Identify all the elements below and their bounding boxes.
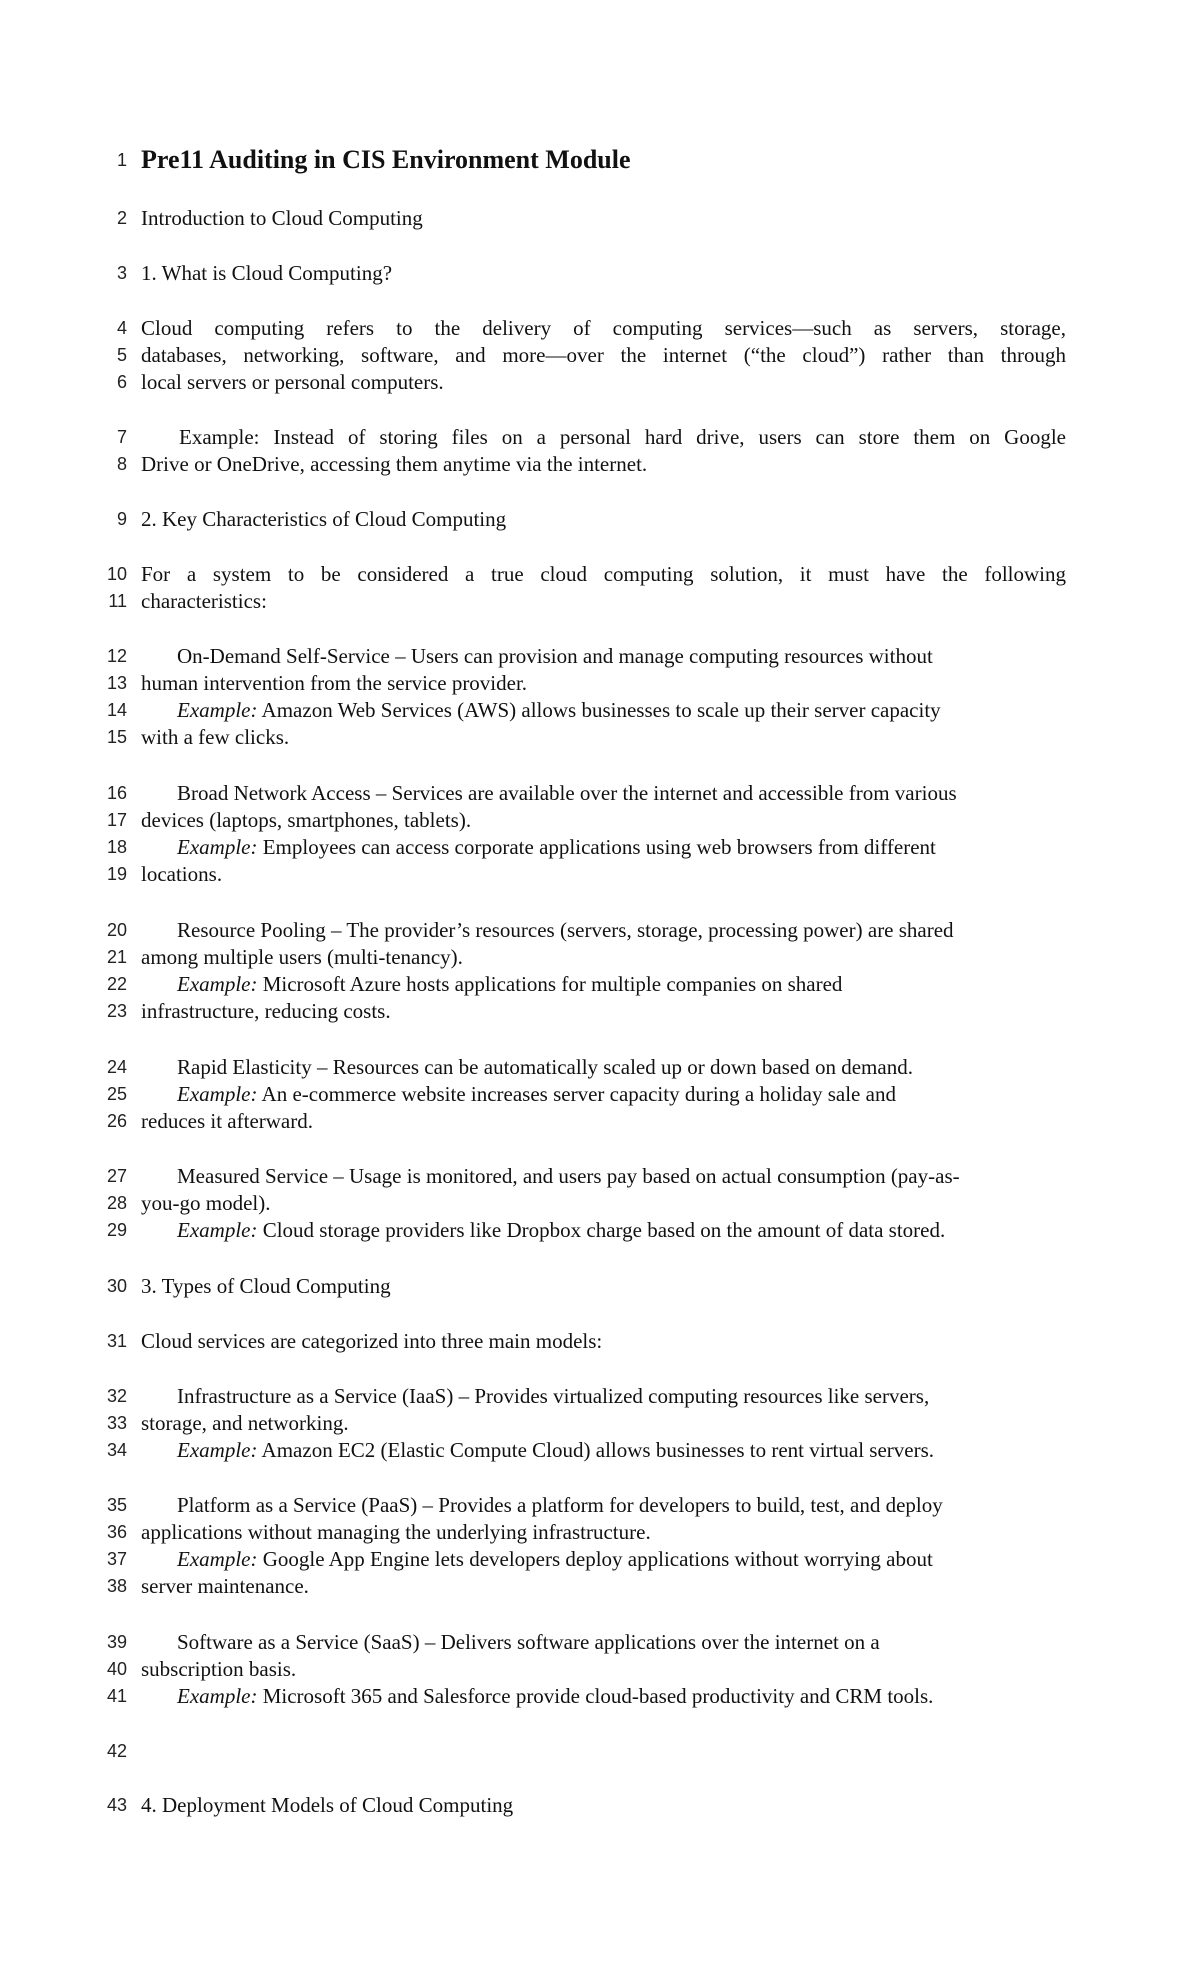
line-number: 20 bbox=[106, 920, 127, 940]
document-line bbox=[106, 1107, 1066, 1135]
example-label: Example: bbox=[177, 1438, 258, 1462]
line-number: 6 bbox=[116, 372, 127, 392]
line-text: infrastructure, reducing costs. bbox=[141, 999, 391, 1023]
line-text: human intervention from the service provider. bbox=[141, 671, 528, 695]
line-text bbox=[141, 1080, 1066, 1108]
line-text: databases, networking, software, and more—over the internet (“the cloud”) rather than through bbox=[141, 343, 1066, 367]
line-text: Infrastructure as a Service (IaaS) – Provides virtualized computing resources like servers, bbox=[177, 1384, 930, 1408]
document-line bbox=[106, 1189, 1066, 1217]
line-number: 31 bbox=[106, 1331, 127, 1351]
document-line bbox=[106, 1382, 1066, 1410]
document-line bbox=[106, 1053, 1066, 1081]
document-line bbox=[116, 505, 1066, 533]
line-number: 16 bbox=[106, 783, 127, 803]
line-text: applications without managing the underlying infrastructure. bbox=[141, 1520, 651, 1544]
document-line bbox=[106, 1545, 1066, 1573]
line-number: 41 bbox=[106, 1686, 127, 1706]
document-line bbox=[106, 806, 1066, 834]
line-text bbox=[141, 833, 1066, 861]
line-number: 7 bbox=[116, 427, 127, 447]
line-number: 21 bbox=[106, 947, 127, 967]
line-text: Platform as a Service (PaaS) – Provides a platform for developers to build, test, and deploy bbox=[177, 1493, 943, 1517]
example-label: Example: bbox=[177, 1218, 258, 1242]
line-number: 39 bbox=[106, 1632, 127, 1652]
line-text: local servers or personal computers. bbox=[141, 370, 444, 394]
line-number: 23 bbox=[106, 1001, 127, 1021]
line-number: 12 bbox=[106, 646, 127, 666]
line-number: 34 bbox=[106, 1440, 127, 1460]
line-number: 29 bbox=[106, 1220, 127, 1240]
line-text: Software as a Service (SaaS) – Delivers software applications over the internet on a bbox=[177, 1630, 880, 1654]
line-number: 26 bbox=[106, 1111, 127, 1131]
document-line bbox=[116, 146, 1066, 174]
line-number: 24 bbox=[106, 1057, 127, 1077]
example-label: Example: bbox=[177, 835, 258, 859]
line-number: 11 bbox=[108, 591, 127, 611]
section-heading: 4. Deployment Models of Cloud Computing bbox=[141, 1793, 514, 1817]
document-line bbox=[106, 943, 1066, 971]
line-number: 38 bbox=[106, 1576, 127, 1596]
line-number: 9 bbox=[116, 509, 127, 529]
example-label: Example: bbox=[177, 698, 258, 722]
line-number: 15 bbox=[106, 727, 127, 747]
document-line bbox=[106, 997, 1066, 1025]
line-number: 5 bbox=[116, 345, 127, 365]
document-line bbox=[116, 204, 1066, 232]
line-text bbox=[141, 970, 1066, 998]
document-line bbox=[106, 970, 1066, 998]
line-text: server maintenance. bbox=[141, 1574, 309, 1598]
line-text: among multiple users (multi-tenancy). bbox=[141, 945, 463, 969]
document-line bbox=[106, 1491, 1066, 1519]
document-line bbox=[106, 1682, 1066, 1710]
line-number: 17 bbox=[106, 810, 127, 830]
document-line bbox=[106, 1409, 1066, 1437]
document-line bbox=[106, 1628, 1066, 1656]
line-number: 14 bbox=[106, 700, 127, 720]
document-line bbox=[106, 1080, 1066, 1108]
document-line bbox=[106, 1272, 1066, 1300]
document-line bbox=[106, 779, 1066, 807]
line-text: with a few clicks. bbox=[141, 725, 290, 749]
line-text: Resource Pooling – The provider’s resources (servers, storage, processing power) are shared bbox=[177, 918, 954, 942]
line-number: 18 bbox=[106, 837, 127, 857]
example-text: Employees can access corporate applications using web browsers from different bbox=[257, 835, 936, 859]
example-label: Example: bbox=[177, 1684, 258, 1708]
line-text: For a system to be considered a true cloud computing solution, it must have the following bbox=[141, 562, 1066, 586]
line-text bbox=[141, 1216, 1066, 1244]
example-text: Microsoft Azure hosts applications for multiple companies on shared bbox=[257, 972, 843, 996]
line-number: 8 bbox=[116, 454, 127, 474]
line-text: devices (laptops, smartphones, tablets). bbox=[141, 808, 472, 832]
line-number: 25 bbox=[106, 1084, 127, 1104]
document-line bbox=[106, 696, 1066, 724]
line-number: 43 bbox=[106, 1795, 127, 1815]
document-line bbox=[106, 1737, 1066, 1765]
document-line bbox=[116, 450, 1066, 478]
line-number: 4 bbox=[116, 318, 127, 338]
example-text: An e-commerce website increases server capacity during a holiday sale and bbox=[257, 1082, 896, 1106]
line-text bbox=[141, 1545, 1066, 1573]
document-line bbox=[106, 642, 1066, 670]
line-text: Drive or OneDrive, accessing them anytime via the internet. bbox=[141, 452, 648, 476]
document-line bbox=[106, 1518, 1066, 1546]
line-number: 28 bbox=[106, 1193, 127, 1213]
document-line bbox=[116, 259, 1066, 287]
document-title: Pre11 Auditing in CIS Environment Module bbox=[141, 146, 631, 174]
line-text: Rapid Elasticity – Resources can be automatically scaled up or down based on demand. bbox=[177, 1055, 913, 1079]
line-number: 3 bbox=[116, 263, 127, 283]
example-text: Google App Engine lets developers deploy applications without worrying about bbox=[257, 1547, 933, 1571]
example-label: Example: bbox=[177, 972, 258, 996]
section-heading: 1. What is Cloud Computing? bbox=[141, 261, 393, 285]
document-line bbox=[106, 1327, 1066, 1355]
example-text: Amazon Web Services (AWS) allows businesses to scale up their server capacity bbox=[257, 698, 941, 722]
line-text: Cloud services are categorized into three main models: bbox=[141, 1329, 603, 1353]
example-text: Cloud storage providers like Dropbox charge based on the amount of data stored. bbox=[257, 1218, 946, 1242]
line-text: Measured Service – Usage is monitored, and users pay based on actual consumption (pay-as- bbox=[177, 1164, 960, 1188]
line-number: 13 bbox=[106, 673, 127, 693]
document-line bbox=[116, 314, 1066, 342]
line-number: 30 bbox=[106, 1276, 127, 1296]
line-text: characteristics: bbox=[141, 589, 267, 613]
line-text: Broad Network Access – Services are available over the internet and accessible from various bbox=[177, 781, 957, 805]
line-number: 1 bbox=[116, 150, 127, 170]
document-line bbox=[106, 723, 1066, 751]
line-number: 33 bbox=[106, 1413, 127, 1433]
line-number: 35 bbox=[106, 1495, 127, 1515]
document-line bbox=[116, 368, 1066, 396]
example-label: Example: bbox=[177, 1547, 258, 1571]
document-line bbox=[106, 1572, 1066, 1600]
section-heading: Introduction to Cloud Computing bbox=[141, 206, 423, 230]
line-text bbox=[141, 696, 1066, 724]
example-label: Example: bbox=[177, 1082, 258, 1106]
line-number: 40 bbox=[106, 1659, 127, 1679]
document-line bbox=[106, 833, 1066, 861]
section-heading: 3. Types of Cloud Computing bbox=[141, 1274, 391, 1298]
document-line bbox=[108, 587, 1066, 615]
line-text: Example: Instead of storing files on a personal hard drive, users can store them on Google bbox=[179, 425, 1066, 449]
document-line bbox=[106, 860, 1066, 888]
line-number: 36 bbox=[106, 1522, 127, 1542]
line-number: 32 bbox=[106, 1386, 127, 1406]
example-text: Microsoft 365 and Salesforce provide cloud-based productivity and CRM tools. bbox=[257, 1684, 934, 1708]
document-line bbox=[116, 423, 1066, 451]
document-line bbox=[106, 1436, 1066, 1464]
document-line bbox=[106, 1216, 1066, 1244]
section-heading: 2. Key Characteristics of Cloud Computing bbox=[141, 507, 507, 531]
line-number: 22 bbox=[106, 974, 127, 994]
line-number: 2 bbox=[116, 208, 127, 228]
line-text: locations. bbox=[141, 862, 223, 886]
line-number: 27 bbox=[106, 1166, 127, 1186]
document-line bbox=[116, 341, 1066, 369]
line-number: 19 bbox=[106, 864, 127, 884]
line-text: storage, and networking. bbox=[141, 1411, 349, 1435]
line-text: On-Demand Self-Service – Users can provision and manage computing resources without bbox=[177, 644, 933, 668]
line-text: you-go model). bbox=[141, 1191, 271, 1215]
line-text: reduces it afterward. bbox=[141, 1109, 313, 1133]
document-line bbox=[106, 1162, 1066, 1190]
line-text bbox=[141, 1682, 1066, 1710]
line-text bbox=[141, 1436, 1066, 1464]
document-line bbox=[106, 560, 1066, 588]
document-line bbox=[106, 669, 1066, 697]
line-text: subscription basis. bbox=[141, 1657, 297, 1681]
line-number: 37 bbox=[106, 1549, 127, 1569]
document-line bbox=[106, 1791, 1066, 1819]
document-line bbox=[106, 916, 1066, 944]
example-text: Amazon EC2 (Elastic Compute Cloud) allows businesses to rent virtual servers. bbox=[257, 1438, 935, 1462]
line-number: 42 bbox=[106, 1741, 127, 1761]
line-text: Cloud computing refers to the delivery of computing services—such as servers, storage, bbox=[141, 316, 1066, 340]
document-line bbox=[106, 1655, 1066, 1683]
line-number: 10 bbox=[106, 564, 127, 584]
